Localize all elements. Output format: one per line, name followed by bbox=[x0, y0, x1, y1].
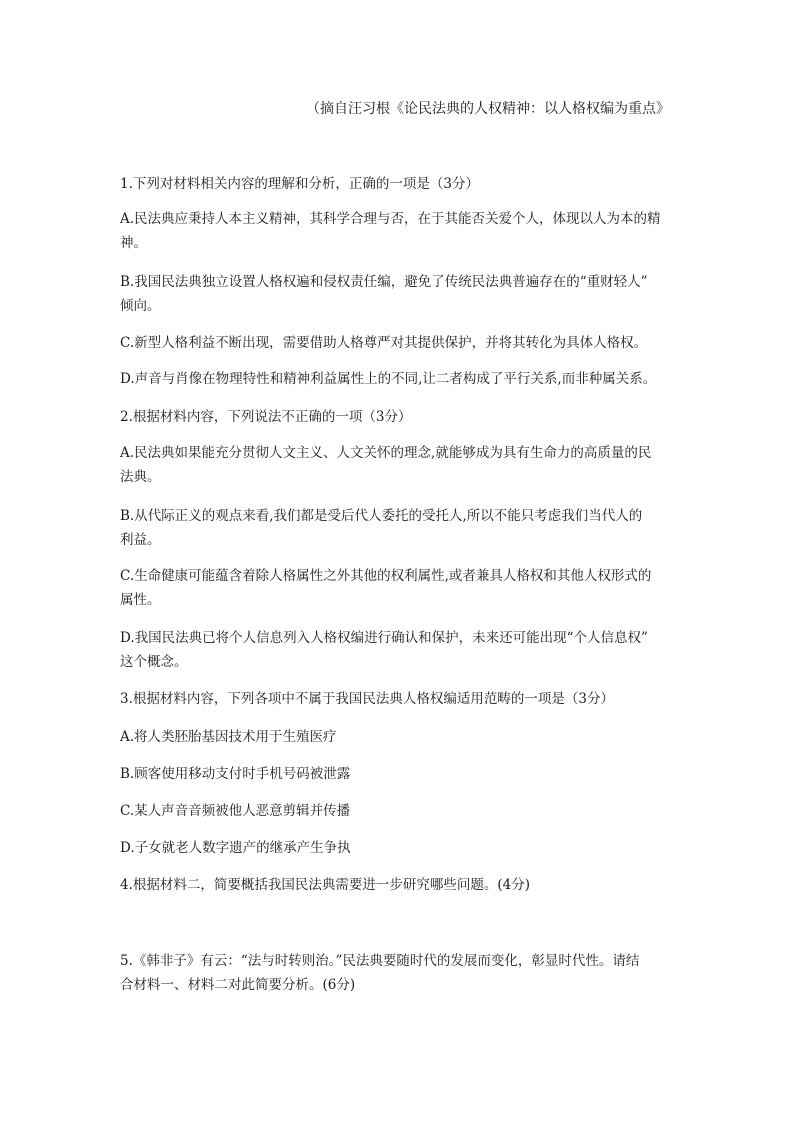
question-3-option-c: C.某人声音音频被他人恶意剪辑并传播 bbox=[120, 803, 351, 819]
question-3-option-b: B.顾客使用移动支付时手机号码被泄露 bbox=[120, 766, 351, 782]
question-3-option-d: D.子女就老人数字遗产的继承产生争执 bbox=[120, 840, 351, 856]
question-1-option-a-line1: A.民法典应秉持人本主义精神，其科学合理与否，在于其能否关爱个人，体现以人为本的精 bbox=[120, 211, 661, 227]
question-4-stem: 4.根据材料二，简要概括我国民法典需要进一步研究哪些问题。(4分) bbox=[120, 877, 531, 893]
question-1-option-b-line2: 倾向。 bbox=[120, 298, 161, 314]
question-1-option-c: C.新型人格利益不断出现，需要借助人格尊严对其提供保护，并将其转化为具体人格权。 bbox=[120, 335, 648, 351]
question-2-option-d-line1: D.我国民法典已将个人信息列入人格权编进行确认和保护，未来还可能出现“个人信息权” bbox=[120, 630, 648, 646]
question-2-option-a-line1: A.民法典如果能充分贯彻人文主义、人文关怀的理念,就能够成为具有生命力的高质量的民 bbox=[120, 445, 652, 461]
question-2-stem: 2.根据材料内容，下列说法不正确的一项（3分） bbox=[120, 409, 412, 425]
question-1-stem: 1.下列对材料相关内容的理解和分析，正确的一项是（3分） bbox=[120, 176, 479, 192]
question-1-option-a-line2: 神。 bbox=[120, 235, 147, 251]
question-2-option-b-line2: 利益。 bbox=[120, 532, 161, 548]
question-2-option-c-line2: 属性。 bbox=[120, 592, 161, 608]
question-2-option-c-line1: C.生命健康可能蕴含着除人格属性之外其他的权利属性,或者兼具人格权和其他人权形式的 bbox=[120, 568, 652, 584]
question-1-option-d: D.声音与肖像在物理特性和精神利益属性上的不同,让二者构成了平行关系,而非种属关系。 bbox=[120, 371, 657, 387]
question-2-option-b-line1: B.从代际正义的观点来看,我们都是受后代人委托的受托人,所以不能只考虑我们当代人的 bbox=[120, 508, 643, 524]
question-1-option-b-line1: B.我国民法典独立设置人格权遍和侵权责任编，避免了传统民法典普遍存在的“重财轻人” bbox=[120, 274, 648, 290]
question-2-option-d-line2: 这个概念。 bbox=[120, 654, 188, 670]
question-2-option-a-line2: 法典。 bbox=[120, 469, 161, 485]
question-5-line2: 合材料一、材料二对此简要分析。(6分) bbox=[120, 977, 356, 993]
source-citation: （摘自汪习根《论民法典的人权精神：以人格权编为重点》 bbox=[306, 101, 670, 117]
question-5-line1: 5.《韩非子》有云：“法与时转则治。”民法典要随时代的发展而变化，彰显时代性。请结 bbox=[120, 953, 640, 969]
question-3-option-a: A.将人类胚胎基因技术用于生殖医疗 bbox=[120, 729, 337, 745]
question-3-stem: 3.根据材料内容，下列各项中不属于我国民法典人格权编适用范畴的一项是（3分） bbox=[120, 691, 614, 707]
